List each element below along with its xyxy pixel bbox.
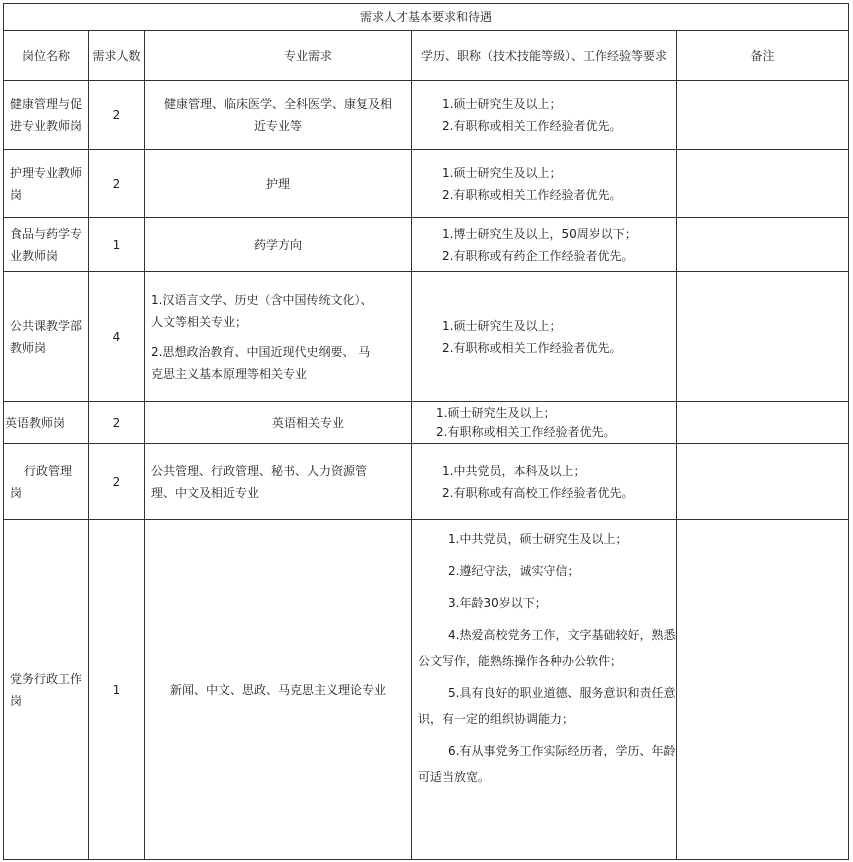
major-line: 新闻、中文、思政、马克思主义理论专业 (169, 682, 386, 697)
table-row (4, 444, 849, 520)
cell-position: 英语教师岗 (4, 402, 89, 444)
cell-requirements (412, 81, 677, 150)
table-row (4, 520, 849, 860)
major-line: 健康管理、临床医学、全科医学、康复及相 (163, 97, 392, 111)
talent-requirements-table (3, 3, 849, 860)
cell-requirements (412, 218, 677, 272)
requirement-line: 1.硕士研究生及以上； (442, 318, 562, 333)
cell-position: 食品与药学专业教师岗 (4, 218, 89, 272)
cell-remarks (677, 81, 849, 150)
cell-count: 2 (89, 81, 145, 150)
cell-count: 2 (89, 444, 145, 520)
table-row (4, 218, 849, 272)
requirement-line: 2.有职称或有高校工作经验者优先。 (442, 485, 634, 500)
requirement-line: 2.有职称或相关工作经验者优先。 (442, 119, 622, 133)
header-position: 岗位名称 (4, 31, 89, 81)
cell-requirements (412, 444, 677, 520)
cell-major (145, 150, 412, 218)
requirement-line: 2.有职称或相关工作经验者优先。 (442, 187, 622, 202)
cell-count: 1 (89, 218, 145, 272)
header-major: 专业需求 (145, 31, 412, 81)
cell-count: 1 (89, 520, 145, 860)
cell-count: 2 (89, 402, 145, 444)
cell-remarks (677, 150, 849, 218)
cell-position: 护理专业教师岗 (4, 150, 89, 218)
major-line: 2.思想政治教育、中国近现代史纲要、 马 (151, 344, 371, 359)
cell-requirements (412, 272, 677, 402)
requirement-line: 1.硕士研究生及以上； (442, 97, 562, 111)
requirement-line: 1.硕士研究生及以上； (436, 405, 556, 420)
major-line: 1.汉语言文学、历史（含中国传统文化）、 (151, 292, 373, 307)
requirement-line: 6.有从事党务工作实际经历者，学历、年龄可适当放宽。 (418, 744, 676, 784)
header-count: 需求人数 (89, 31, 145, 81)
cell-requirements (412, 520, 677, 860)
cell-remarks (677, 402, 849, 444)
major-line: 克思主义基本原理等相关专业 (151, 366, 308, 381)
cell-major (145, 444, 412, 520)
requirement-line: 2.有职称或相关工作经验者优先。 (442, 340, 622, 355)
cell-position: 党务行政工作岗 (4, 520, 89, 860)
cell-requirements (412, 150, 677, 218)
cell-major (145, 272, 412, 402)
cell-position: 健康管理与促进专业教师岗 (4, 81, 89, 150)
cell-position: 行政管理岗 (4, 444, 89, 520)
table-title: 需求人才基本要求和待遇 (4, 4, 849, 31)
requirement-line: 5.具有良好的职业道德、服务意识和责任意识，有一定的组织协调能力； (418, 686, 676, 726)
requirement-line: 3.年龄30岁以下； (448, 596, 547, 610)
table-row (4, 402, 849, 444)
cell-major (145, 81, 412, 150)
requirement-line: 2.有职称或有药企工作经验者优先。 (442, 248, 634, 263)
cell-major (145, 402, 412, 444)
major-line: 理、中文及相近专业 (151, 485, 260, 500)
major-line: 公共管理、行政管理、秘书、人力资源管 (151, 463, 368, 478)
major-line: 药学方向 (253, 237, 302, 252)
cell-remarks (677, 272, 849, 402)
major-line: 英语相关专业 (271, 415, 344, 430)
requirement-line: 1.中共党员，本科及以上； (442, 463, 586, 478)
requirement-line: 1.博士研究生及以上，50周岁以下； (442, 226, 637, 241)
requirement-line: 1.硕士研究生及以上； (442, 165, 562, 180)
requirement-line: 2.有职称或相关工作经验者优先。 (436, 424, 616, 439)
cell-major (145, 520, 412, 860)
cell-count: 4 (89, 272, 145, 402)
major-line: 近专业等 (253, 119, 302, 133)
table-row (4, 81, 849, 150)
header-remarks: 备注 (677, 31, 849, 81)
cell-remarks (677, 520, 849, 860)
major-line: 人文等相关专业； (151, 314, 248, 329)
cell-remarks (677, 218, 849, 272)
cell-count: 2 (89, 150, 145, 218)
cell-position: 公共课教学部教师岗 (4, 272, 89, 402)
table-row (4, 272, 849, 402)
cell-major (145, 218, 412, 272)
major-line: 护理 (265, 176, 290, 191)
requirement-line: 2.遵纪守法，诚实守信； (448, 564, 580, 578)
cell-requirements (412, 402, 677, 444)
requirement-line: 1.中共党员，硕士研究生及以上； (448, 532, 628, 546)
header-requirements: 学历、职称（技术技能等级）、工作经验等要求 (412, 31, 677, 81)
requirement-line: 4.热爱高校党务工作，文字基础较好，熟悉公文写作，能熟练操作各种办公软件； (418, 628, 676, 668)
cell-remarks (677, 444, 849, 520)
table-row (4, 150, 849, 218)
